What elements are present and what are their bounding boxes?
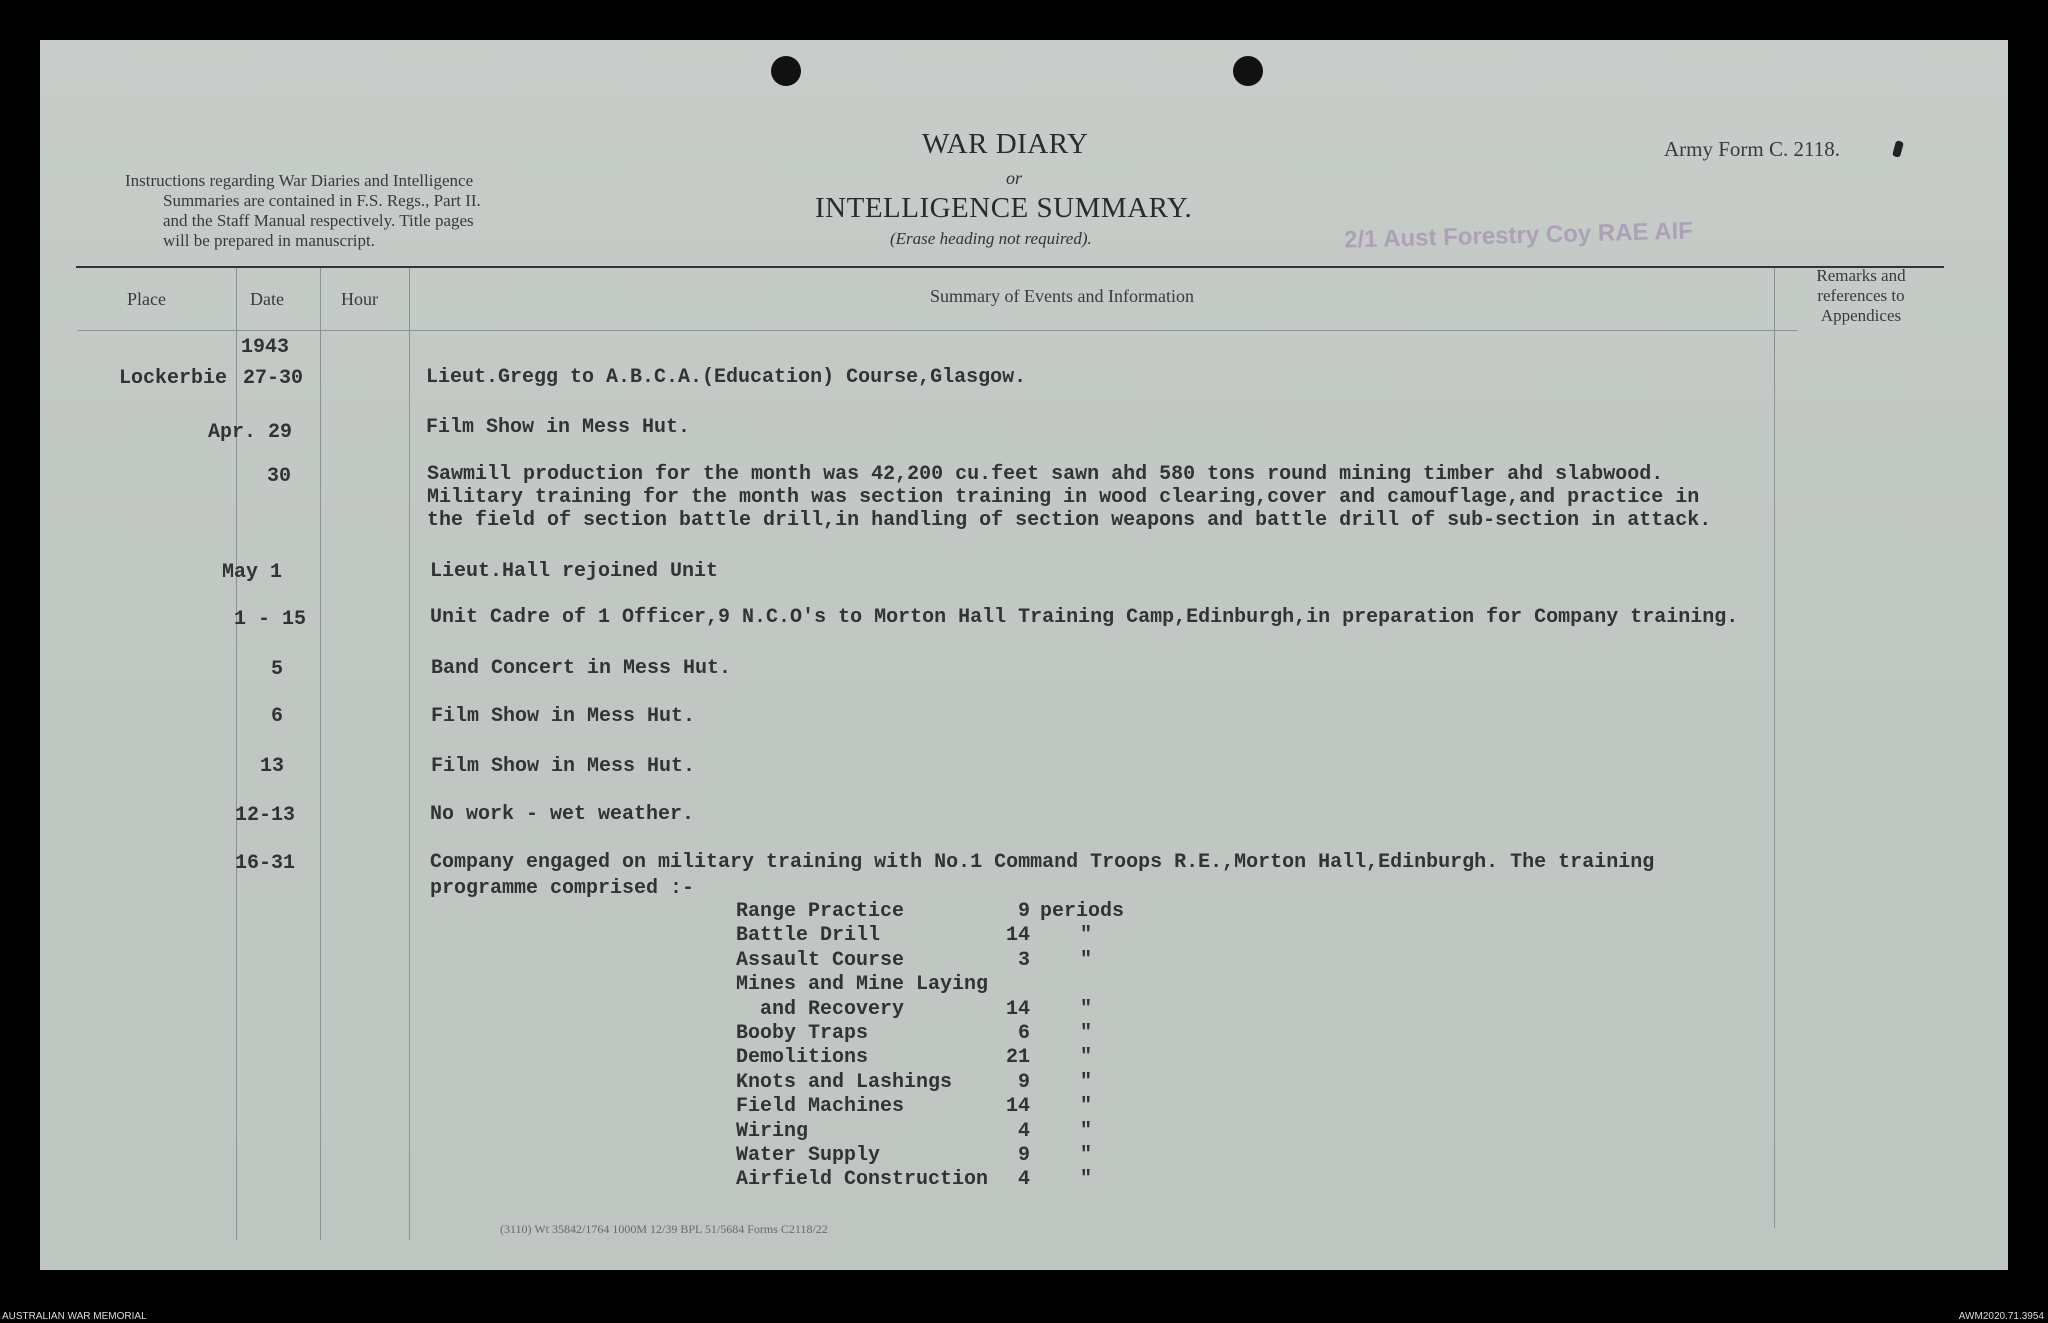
programme-unit: " <box>1080 1095 1093 1118</box>
instructions-line: and the Staff Manual respectively. Title pages <box>163 211 474 230</box>
column-header-date: Date <box>250 289 284 309</box>
entry-date: 5 <box>271 658 284 681</box>
entry-text: Film Show in Mess Hut. <box>426 416 691 439</box>
entry-text: programme comprised :- <box>430 877 695 900</box>
programme-unit: " <box>1080 1120 1093 1143</box>
programme-item: Demolitions <box>736 1046 869 1069</box>
programme-unit: " <box>1080 1022 1093 1045</box>
programme-unit: " <box>1080 1168 1093 1191</box>
header-rule-bottom <box>78 330 1798 331</box>
punch-hole-right <box>1233 56 1263 86</box>
column-divider <box>236 268 237 1240</box>
entry-text: Sawmill production for the month was 42,200 cu.feet sawn ahd 580 tons round mining timber ahd slabwood. <box>427 463 1664 486</box>
column-header-place: Place <box>127 289 166 309</box>
form-print-code: (3110) Wt 35842/1764 1000M 12/39 BPL 51/5684 Forms C2118/22 <box>500 1222 828 1236</box>
entry-text: Lieut.Gregg to A.B.C.A.(Education) Course,Glasgow. <box>426 366 1027 389</box>
programme-periods: 9 <box>1017 900 1030 923</box>
header-rule-top <box>76 266 1944 268</box>
entry-text: Band Concert in Mess Hut. <box>431 657 732 680</box>
erase-note: (Erase heading not required). <box>890 229 1092 248</box>
year-label: 1943 <box>241 336 290 359</box>
entry-date: May 1 <box>222 561 283 584</box>
remarks-header-line: references to <box>1817 286 1905 305</box>
programme-periods: 21 <box>1005 1046 1030 1069</box>
remarks-header-line: Remarks and <box>1816 266 1906 285</box>
programme-item: and Recovery <box>736 998 905 1021</box>
instructions-line: Summaries are contained in F.S. Regs., Part II. <box>163 191 481 210</box>
column-header-hour: Hour <box>341 289 378 309</box>
entry-text: Military training for the month was section training in wood clearing,cover and camouflage,and practice in <box>427 486 1700 509</box>
programme-periods: 6 <box>1017 1022 1030 1045</box>
remarks-header-line: Appendices <box>1820 306 1902 325</box>
programme-unit: " <box>1080 1144 1093 1167</box>
programme-item: Booby Traps <box>736 1022 869 1045</box>
archive-caption-right: AWM2020.71.3954 <box>1958 1311 2044 1322</box>
programme-periods: 14 <box>1005 998 1030 1021</box>
programme-item: Mines and Mine Laying <box>736 973 989 996</box>
programme-item: Knots and Lashings <box>736 1071 953 1094</box>
entry-text: Unit Cadre of 1 Officer,9 N.C.O's to Morton Hall Training Camp,Edinburgh,in preparation for Company training. <box>430 606 1739 629</box>
column-divider <box>409 268 410 1240</box>
programme-periods: 4 <box>1017 1120 1030 1143</box>
entry-date: Apr. 29 <box>208 421 293 444</box>
programme-unit: " <box>1080 998 1093 1021</box>
column-header-remarks <box>1796 266 1926 326</box>
place-lockerbie: Lockerbie <box>119 367 228 390</box>
programme-item: Wiring <box>736 1120 809 1143</box>
programme-periods: 9 <box>1017 1071 1030 1094</box>
title-intelligence-summary: INTELLIGENCE SUMMARY. <box>815 192 1193 224</box>
entry-date: 1 - 15 <box>234 608 307 631</box>
instructions-note <box>125 171 590 251</box>
title-war-diary: WAR DIARY <box>922 128 1089 160</box>
archive-caption-left: AUSTRALIAN WAR MEMORIAL <box>2 1311 147 1322</box>
programme-item: Water Supply <box>736 1144 881 1167</box>
programme-unit: " <box>1080 924 1093 947</box>
programme-periods: 9 <box>1017 1144 1030 1167</box>
programme-item: Airfield Construction <box>736 1168 989 1191</box>
column-header-summary: Summary of Events and Information <box>930 286 1194 306</box>
programme-unit: " <box>1080 1046 1093 1069</box>
entry-text: Lieut.Hall rejoined Unit <box>430 560 719 583</box>
title-or: or <box>1006 168 1023 188</box>
instructions-line: Instructions regarding War Diaries and Intelligence <box>125 171 474 190</box>
entry-date: 16-31 <box>235 852 296 875</box>
column-divider <box>320 268 321 1240</box>
programme-unit: periods <box>1040 900 1125 923</box>
entry-text: No work - wet weather. <box>430 803 695 826</box>
programme-item: Range Practice <box>736 900 905 923</box>
programme-item: Field Machines <box>736 1095 905 1118</box>
programme-periods: 14 <box>1005 924 1030 947</box>
entry-date: 6 <box>271 705 284 728</box>
programme-periods: 3 <box>1017 949 1030 972</box>
instructions-line: will be prepared in manuscript. <box>163 231 375 250</box>
programme-unit: " <box>1080 949 1093 972</box>
entry-text: the field of section battle drill,in handling of section weapons and battle drill of sub-section in attack. <box>427 509 1712 532</box>
programme-unit: " <box>1080 1071 1093 1094</box>
entry-date: 13 <box>260 755 285 778</box>
programme-item: Assault Course <box>736 949 905 972</box>
programme-periods: 14 <box>1005 1095 1030 1118</box>
programme-periods: 4 <box>1017 1168 1030 1191</box>
entry-text: Film Show in Mess Hut. <box>431 755 696 778</box>
column-divider <box>1774 268 1775 1228</box>
entry-text: Film Show in Mess Hut. <box>431 705 696 728</box>
entry-date: 30 <box>267 465 292 488</box>
entry-text: Company engaged on military training with No.1 Command Troops R.E.,Morton Hall,Edinburgh. The training <box>430 851 1655 874</box>
entry-date: 27-30 <box>243 367 304 390</box>
entry-date: 12-13 <box>235 804 296 827</box>
army-form-number: Army Form C. 2118. <box>1664 137 1840 161</box>
programme-item: Battle Drill <box>736 924 881 947</box>
punch-hole-left <box>771 56 801 86</box>
unit-stamp: 2/1 Aust Forestry Coy RAE AIF <box>1343 217 1694 254</box>
